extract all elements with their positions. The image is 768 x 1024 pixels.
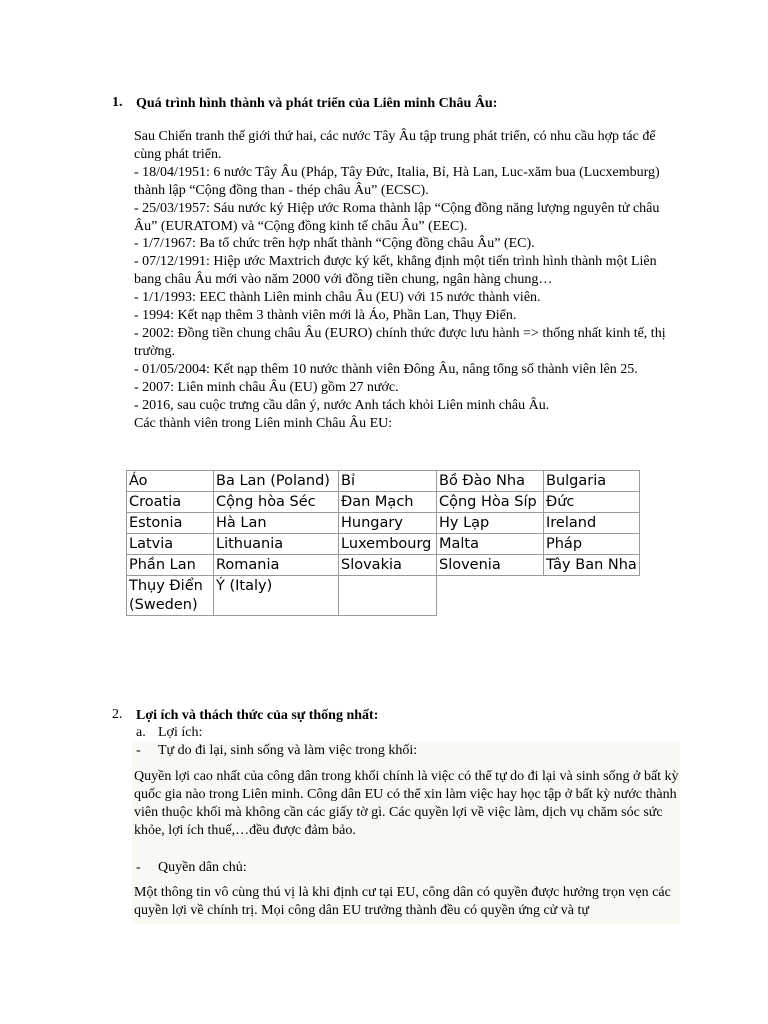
section2-number: 2. bbox=[112, 707, 123, 722]
section1-paragraph: - 2016, sau cuộc trưng cầu dân ý, nước Anh tách khỏi Liên minh châu Âu. bbox=[134, 397, 550, 413]
table-cell: Hy Lạp bbox=[437, 513, 544, 534]
table-cell: Đức bbox=[544, 492, 640, 513]
table-cell: Đan Mạch bbox=[339, 492, 437, 513]
table-cell: Romania bbox=[214, 555, 339, 576]
table-cell: Malta bbox=[437, 534, 544, 555]
section1-paragraph: - 07/12/1991: Hiệp ước Maxtrich được ký kết, khẳng định một tiến trình hình thành một Liên bang châu Âu mới vào năm 2000 với đồng tiền chung, ngân hàng chung… bbox=[134, 254, 657, 288]
table-cell: Pháp bbox=[544, 534, 640, 555]
table-cell: Cộng Hòa Síp bbox=[437, 492, 544, 513]
table-row bbox=[127, 492, 640, 513]
table-cell: Áo bbox=[127, 471, 214, 492]
table-cell-empty bbox=[544, 576, 640, 616]
section1-body bbox=[134, 128, 682, 432]
bullet-heading-free-movement: Tự do đi lại, sinh sống và làm việc trong khối: bbox=[158, 743, 418, 758]
section1-paragraph: - 1994: Kết nạp thêm 3 thành viên mới là Áo, Phần Lan, Thụy Điển. bbox=[134, 308, 517, 324]
table-cell: Cộng hòa Séc bbox=[214, 492, 339, 513]
table-row bbox=[127, 471, 640, 492]
table-cell: Ý (Italy) bbox=[214, 576, 339, 616]
bullet-dash: - bbox=[136, 743, 141, 758]
subsection-a-title: Lợi ích: bbox=[158, 725, 203, 740]
table-cell: Estonia bbox=[127, 513, 214, 534]
free-movement-paragraph: Quyền lợi cao nhất của công dân trong khối chính là việc có thể tự do đi lại và sinh sống ở bất kỳ quốc gia nào trong Liên minh. Công dân EU có thể xin làm việc hay học tập ở bất kỳ nước thành viên thuộc khối mà không cần các giấy tờ gì. Các quyền lợi về việc làm, dịch vụ chăm sóc sức khỏe, lợi ích thuế,…đều được đảm bảo. bbox=[134, 769, 679, 838]
table-cell: Hà Lan bbox=[214, 513, 339, 534]
bullet-heading-democratic-rights: Quyền dân chủ: bbox=[158, 860, 247, 875]
section1-paragraph: - 2002: Đồng tiền chung châu Âu (EURO) chính thức được lưu hành => thống nhất kinh tế, thị trường. bbox=[134, 325, 666, 359]
section1-title: Quá trình hình thành và phát triển của Liên minh Châu Âu: bbox=[136, 96, 498, 111]
section1-paragraph: Sau Chiến tranh thế giới thứ hai, các nước Tây Âu tập trung phát triển, có nhu cầu hợp tác để cùng phát triển. bbox=[134, 129, 656, 162]
section1-paragraph: - 2007: Liên minh châu Âu (EU) gồm 27 nước. bbox=[134, 379, 399, 395]
table-row bbox=[127, 513, 640, 534]
subsection-a-label: a. bbox=[136, 725, 146, 740]
section1-number: 1. bbox=[112, 95, 123, 110]
table-cell: Slovenia bbox=[437, 555, 544, 576]
eu-members-table bbox=[126, 470, 640, 616]
table-cell: Latvia bbox=[127, 534, 214, 555]
table-cell: Bulgaria bbox=[544, 471, 640, 492]
table-cell: Bồ Đào Nha bbox=[437, 471, 544, 492]
table-cell: Slovakia bbox=[339, 555, 437, 576]
table-row bbox=[127, 555, 640, 576]
table-cell: Ireland bbox=[544, 513, 640, 534]
table-cell: Croatia bbox=[127, 492, 214, 513]
table-cell: Bỉ bbox=[339, 471, 437, 492]
table-cell: Hungary bbox=[339, 513, 437, 534]
section1-paragraph: - 01/05/2004: Kết nạp thêm 10 nước thành viên Đông Âu, nâng tổng số thành viên lên 25. bbox=[134, 361, 638, 377]
bullet-dash: - bbox=[136, 860, 141, 875]
table-cell: Thụy Điển (Sweden) bbox=[127, 576, 214, 616]
table-cell: Phần Lan bbox=[127, 555, 214, 576]
table-cell: Ba Lan (Poland) bbox=[214, 471, 339, 492]
table-cell: Tây Ban Nha bbox=[544, 555, 640, 576]
table-cell: Luxembourg bbox=[339, 534, 437, 555]
table-row bbox=[127, 534, 640, 555]
section2-title: Lợi ích và thách thức của sự thống nhất: bbox=[136, 708, 379, 723]
table-cell: Lithuania bbox=[214, 534, 339, 555]
section1-paragraph: - 18/04/1951: 6 nước Tây Âu (Pháp, Tây Đức, Italia, Bỉ, Hà Lan, Luc-xăm bua (Lucxemburg) thành lập “Cộng đồng than - thép châu Âu” (ECSC). bbox=[134, 164, 660, 198]
section1-paragraph: - 25/03/1957: Sáu nước ký Hiệp ước Roma thành lập “Cộng đồng năng lượng nguyên tử châu Âu” (EURATOM) và “Cộng đồng kinh tế châu Âu” (EEC). bbox=[134, 200, 660, 234]
democratic-rights-paragraph: Một thông tin vô cùng thú vị là khi định cư tại EU, công dân có quyền được hưởng trọn vẹn các quyền lợi về chính trị. Mọi công dân EU trưởng thành đều có quyền ứng cử và tự bbox=[134, 885, 671, 918]
section1-paragraph: - 1/1/1993: EEC thành Liên minh châu Âu (EU) với 15 nước thành viên. bbox=[134, 290, 541, 306]
table-cell bbox=[339, 576, 437, 616]
section1-paragraph: - 1/7/1967: Ba tổ chức trên hợp nhất thành “Cộng đồng châu Âu” (EC). bbox=[134, 236, 535, 252]
table-row bbox=[127, 576, 640, 616]
section1-paragraph: Các thành viên trong Liên minh Châu Âu EU: bbox=[134, 415, 393, 431]
table-cell-empty bbox=[437, 576, 544, 616]
